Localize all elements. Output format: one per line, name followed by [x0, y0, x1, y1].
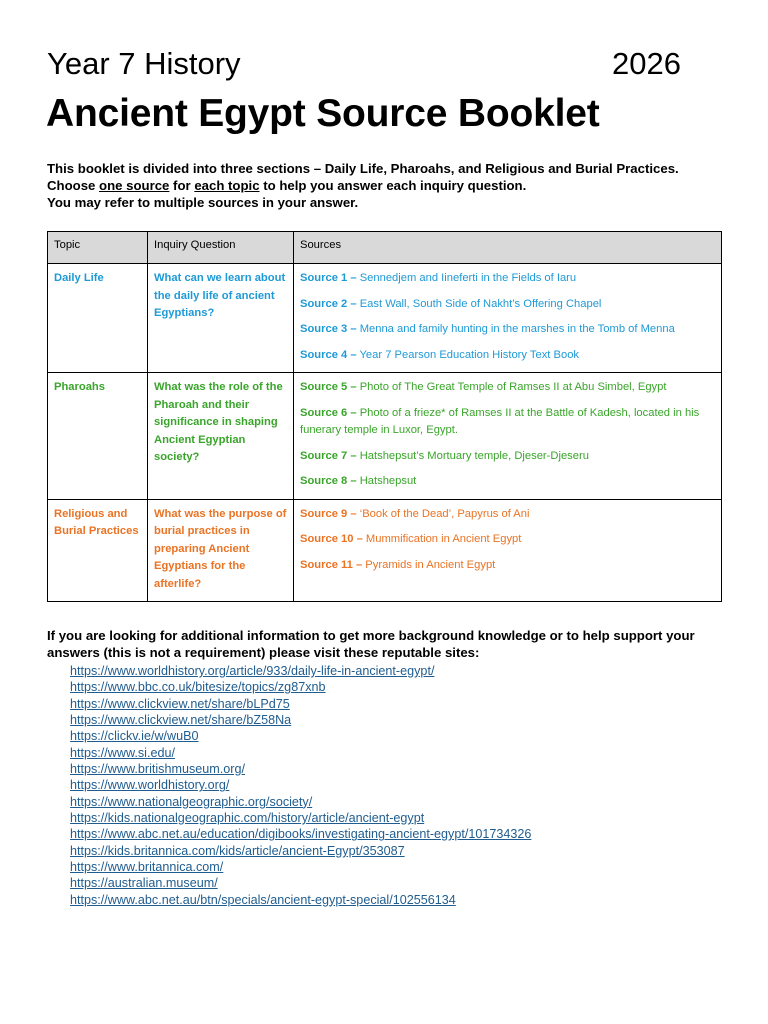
list-item [70, 745, 531, 761]
page-title: Ancient Egypt Source Booklet [46, 92, 600, 135]
intro-text-3: to help you answer each inquiry question. [259, 178, 527, 193]
site-link[interactable]: https://www.bbc.co.uk/bitesize/topics/zg87xnb [70, 680, 326, 695]
header-topic: Topic [48, 232, 148, 264]
table-header-row [48, 232, 722, 264]
source-label: Source 7 – [300, 449, 357, 462]
source-text: Photo of a frieze* of Ramses II at the Battle of Kadesh, located in his funerary temple in Luxor, Egypt. [300, 406, 700, 436]
sources-cell [294, 264, 722, 373]
question-cell: What was the purpose of burial practices in preparing Ancient Egyptians for the afterlife? [148, 499, 294, 602]
source-item [300, 270, 715, 288]
source-text: Hatshepsut [356, 475, 417, 487]
source-item [300, 448, 715, 466]
intro-paragraph [47, 160, 727, 211]
header-line [47, 46, 681, 82]
site-link[interactable]: https://www.clickview.net/share/bZ58Na [70, 713, 292, 728]
list-item [70, 696, 531, 712]
source-item [300, 379, 715, 397]
source-label: Source 8 – [300, 475, 357, 487]
table-row-pharoahs [48, 373, 722, 500]
source-text: Mummification in Ancient Egypt [362, 533, 522, 545]
list-item [70, 777, 531, 793]
source-text: Hatshepsut’s Mortuary temple, Djeser-Djeseru [356, 449, 589, 462]
intro-line-2: You may refer to multiple sources in your answer. [47, 195, 359, 210]
table-row-religious-burial [48, 499, 722, 602]
site-link[interactable]: https://www.nationalgeographic.org/society/ [70, 794, 313, 809]
topic-cell: Pharoahs [48, 373, 148, 500]
reputable-sites-list [70, 663, 531, 908]
source-text: East Wall, South Side of Nakht’s Offering Chapel [356, 297, 602, 310]
source-item [300, 321, 715, 339]
site-link[interactable]: https://www.abc.net.au/education/digibooks/investigating-ancient-egypt/101734326 [70, 827, 532, 842]
list-item [70, 892, 531, 908]
topic-cell: Religious and Burial Practices [48, 499, 148, 602]
site-link[interactable]: https://clickv.ie/w/wuB0 [70, 729, 199, 744]
source-text: Pyramids in Ancient Egypt [362, 558, 496, 571]
source-text: Photo of The Great Temple of Ramses II at Abu Simbel, Egypt [356, 381, 667, 393]
list-item [70, 663, 531, 679]
source-label: Source 10 – [300, 533, 363, 545]
source-text: Sennedjem and Iineferti in the Fields of Iaru [356, 272, 577, 284]
sources-table [47, 231, 722, 602]
year-heading: 2026 [612, 46, 681, 81]
question-cell: What was the role of the Pharoah and their significance in shaping Ancient Egyptian society? [148, 373, 294, 500]
source-text: Year 7 Pearson Education History Text Book [356, 348, 580, 361]
sources-cell [294, 499, 722, 602]
site-link[interactable]: https://kids.nationalgeographic.com/history/article/ancient-egypt [70, 811, 425, 826]
topic-cell: Daily Life [48, 264, 148, 373]
list-item [70, 712, 531, 728]
intro-underline-2: each topic [194, 178, 260, 193]
source-item [300, 473, 715, 491]
list-item [70, 875, 531, 891]
list-item [70, 761, 531, 777]
additional-info-text: If you are looking for additional information to get more background knowledge or to help support your answers (this is not a requirement) please visit these reputable sites: [47, 628, 695, 660]
source-text: Menna and family hunting in the marshes in the Tomb of Menna [356, 323, 675, 335]
question-cell: What can we learn about the daily life of ancient Egyptians? [148, 264, 294, 373]
list-item [70, 843, 531, 859]
source-item [300, 296, 715, 314]
source-label: Source 6 – [300, 406, 357, 419]
source-label: Source 4 – [300, 348, 357, 361]
source-item [300, 531, 715, 549]
subject-heading: Year 7 History [47, 46, 241, 81]
site-link[interactable]: https://kids.britannica.com/kids/article/ancient-Egypt/353087 [70, 843, 405, 858]
source-label: Source 1 – [300, 272, 357, 284]
source-item [300, 347, 715, 365]
source-item [300, 405, 715, 440]
list-item [70, 728, 531, 744]
site-link[interactable]: https://australian.museum/ [70, 876, 218, 891]
site-link[interactable]: https://www.abc.net.au/btn/specials/ancient-egypt-special/102556134 [70, 892, 456, 907]
sources-cell [294, 373, 722, 500]
source-label: Source 9 – [300, 507, 357, 520]
additional-info-paragraph [47, 627, 737, 661]
source-item [300, 557, 715, 575]
source-text: ‘Book of the Dead’, Papyrus of Ani [356, 507, 530, 520]
header-inquiry-question: Inquiry Question [148, 232, 294, 264]
site-link[interactable]: https://www.worldhistory.org/article/933/daily-life-in-ancient-egypt/ [70, 664, 435, 678]
site-link[interactable]: https://www.clickview.net/share/bLPd75 [70, 696, 290, 711]
source-label: Source 5 – [300, 381, 357, 393]
source-label: Source 3 – [300, 323, 357, 335]
source-item [300, 506, 715, 524]
list-item [70, 810, 531, 826]
table-row-daily-life [48, 264, 722, 373]
site-link[interactable]: https://www.britannica.com/ [70, 860, 224, 875]
list-item [70, 794, 531, 810]
list-item [70, 859, 531, 875]
site-link[interactable]: https://www.worldhistory.org/ [70, 778, 230, 793]
source-label: Source 2 – [300, 297, 357, 310]
list-item [70, 826, 531, 842]
intro-text-2: for [169, 178, 195, 193]
intro-underline-1: one source [99, 178, 170, 193]
list-item [70, 679, 531, 695]
site-link[interactable]: https://www.si.edu/ [70, 745, 175, 760]
header-sources: Sources [294, 232, 722, 264]
source-label: Source 11 – [300, 558, 363, 571]
intro-text-1: This booklet is divided into three sections – Daily Life, Pharoahs, and Religious and Burial Practices. Choose [47, 161, 679, 193]
site-link[interactable]: https://www.britishmuseum.org/ [70, 762, 245, 777]
